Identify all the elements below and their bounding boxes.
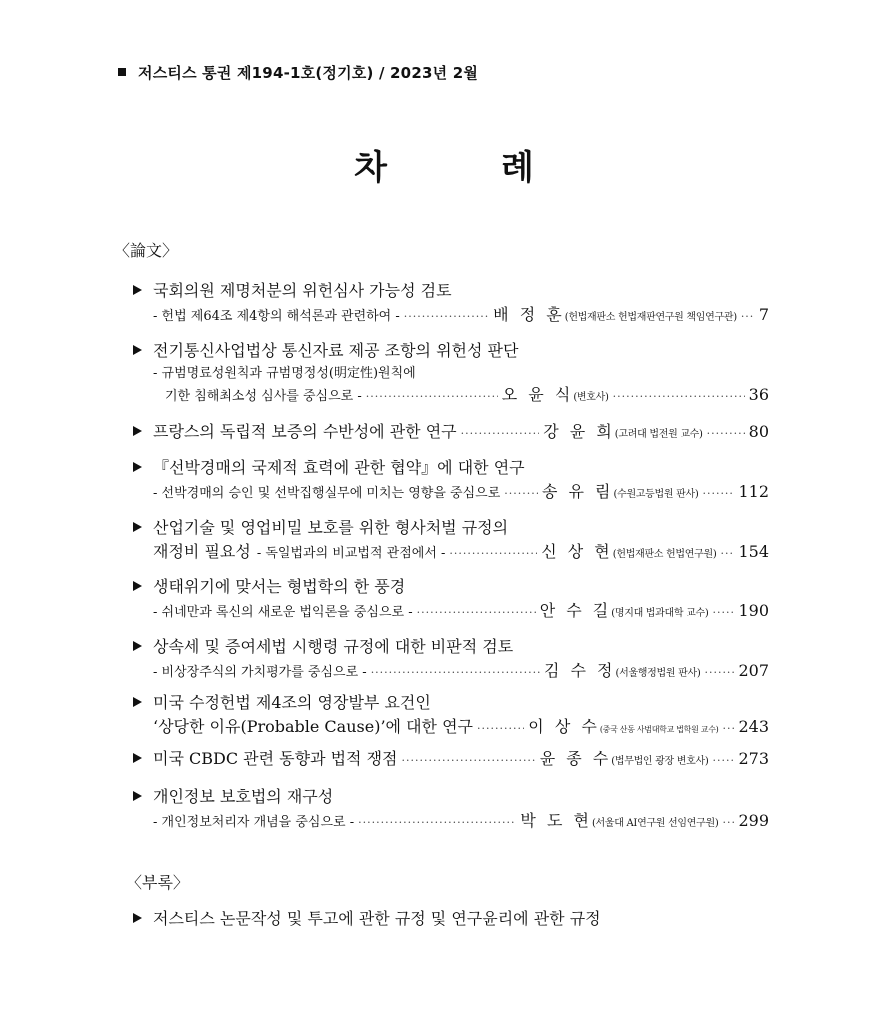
entry-page: 207 [738, 661, 769, 680]
entry-affiliation: (헌법재판소 헌법재판연구원 책임연구관) [564, 312, 737, 323]
entry-title: 생태위기에 맞서는 형법학의 한 풍경 [153, 577, 406, 596]
entry-title: 상속세 및 증여세법 시행령 규정에 대한 비판적 검토 [153, 637, 514, 656]
entry-author: 윤 종 수 [539, 749, 612, 768]
leader-dots [707, 427, 745, 440]
toc-entry[interactable] [133, 278, 769, 326]
entry-author: 오 윤 식 [501, 385, 574, 404]
entry-page: 7 [758, 305, 769, 324]
entry-title: 미국 수정헌법 제4조의 영장발부 요건인 [153, 693, 431, 712]
triangle-bullet-icon [133, 697, 142, 707]
leader-dots [704, 666, 734, 679]
journal-header [118, 62, 478, 83]
leader-dots [722, 722, 734, 735]
leader-dots [741, 310, 755, 323]
entry-author: 안 수 길 [539, 601, 612, 620]
triangle-bullet-icon [133, 462, 142, 472]
leader-dots [371, 666, 540, 679]
entry-title: 프랑스의 독립적 보증의 수반성에 관한 연구 [153, 422, 457, 441]
triangle-bullet-icon [133, 791, 142, 801]
leader-dots [477, 722, 524, 735]
entry-title: 전기통신사업법상 통신자료 제공 조항의 위헌성 판단 [153, 341, 519, 360]
leader-dots [366, 390, 498, 403]
entry-page: 273 [738, 749, 769, 768]
triangle-bullet-icon [133, 753, 142, 763]
toc-entry[interactable] [133, 338, 769, 406]
entry-affiliation: (중국 산동 사범대학교 법학원 교수) [599, 725, 719, 734]
leader-dots [720, 547, 734, 560]
leader-dots [404, 310, 489, 323]
leader-dots [722, 816, 734, 829]
appendix-title: 저스티스 논문작성 및 투고에 관한 규정 및 연구윤리에 관한 규정 [153, 909, 601, 928]
entry-title: 국회의원 제명처분의 위헌심사 가능성 검토 [153, 281, 452, 300]
entry-title: 『선박경매의 국제적 효력에 관한 협약』에 대한 연구 [153, 458, 525, 477]
toc-entry[interactable] [133, 574, 769, 622]
triangle-bullet-icon [133, 913, 142, 923]
toc-entry[interactable] [133, 419, 769, 443]
section-appendix: 〈부록〉 [126, 873, 189, 892]
toc-entry[interactable] [133, 455, 769, 503]
entry-title: 산업기술 및 영업비밀 보호를 위한 형사처벌 규정의 [153, 518, 509, 537]
triangle-bullet-icon [133, 641, 142, 651]
leader-dots [417, 606, 536, 619]
entry-affiliation: (헌법재판소 헌법연구원) [612, 549, 717, 560]
leader-dots [358, 816, 516, 829]
entry-page: 154 [738, 542, 769, 561]
entry-author: 강 윤 희 [543, 422, 615, 441]
entry-title-continued: ‘상당한 이유(Probable Cause)’에 대한 연구 [153, 717, 473, 736]
entry-author: 신 상 현 [541, 542, 613, 561]
toc-entry[interactable] [133, 515, 769, 563]
entry-title: 미국 CBDC 관련 동향과 법적 쟁점 [153, 749, 398, 768]
entry-subtitle: - 선박경매의 승인 및 선박집행실무에 미치는 영향을 중심으로 [153, 486, 501, 501]
entry-title-continued: 재정비 필요성 [153, 542, 251, 561]
entry-author: 이 상 수 [528, 717, 600, 736]
entry-affiliation: (변호사) [573, 392, 609, 403]
entry-subtitle: - 규범명료성원칙과 규범명정성(明定性)원칙에 [153, 366, 416, 381]
entry-subtitle: - 헌법 제64조 제4항의 해석론과 관련하여 - [153, 309, 400, 324]
toc-entry[interactable] [133, 690, 769, 738]
entry-page: 36 [748, 385, 769, 404]
triangle-bullet-icon [133, 345, 142, 355]
square-bullet-icon [118, 68, 126, 76]
leader-dots [461, 427, 540, 440]
entry-subtitle: 기한 침해최소성 심사를 중심으로 - [165, 389, 362, 404]
entry-author: 박 도 현 [520, 811, 592, 830]
entry-title: 개인정보 보호법의 재구성 [153, 787, 334, 806]
journal-header-text: 저스티스 통권 제194-1호(정기호) / 2023년 2월 [138, 64, 479, 82]
entry-affiliation: (명지대 법과대학 교수) [611, 608, 709, 619]
entry-page: 299 [738, 811, 769, 830]
entry-affiliation: (서울행정법원 판사) [615, 668, 701, 679]
leader-dots [712, 606, 734, 619]
leader-dots [613, 390, 745, 403]
entry-page: 190 [738, 601, 769, 620]
triangle-bullet-icon [133, 285, 142, 295]
entry-affiliation: (수원고등법원 판사) [613, 489, 699, 500]
entry-subtitle: - 독일법과의 비교법적 관점에서 - [256, 546, 446, 561]
toc-entry[interactable] [133, 746, 769, 770]
toc-entry[interactable] [133, 784, 769, 832]
appendix-entry[interactable] [133, 906, 769, 930]
triangle-bullet-icon [133, 522, 142, 532]
triangle-bullet-icon [133, 581, 142, 591]
leader-dots [712, 754, 734, 767]
leader-dots [449, 547, 537, 560]
page-title: 차 례 [354, 148, 574, 188]
entry-subtitle: - 쉬네만과 록신의 새로운 법익론을 중심으로 - [153, 605, 413, 620]
section-papers: 〈論文〉 [114, 241, 179, 260]
toc-entry[interactable] [133, 634, 769, 682]
entry-affiliation: (법무법인 광장 변호사) [611, 756, 709, 767]
leader-dots [702, 487, 734, 500]
entry-author: 송 유 림 [541, 482, 614, 501]
entry-affiliation: (고려대 법전원 교수) [614, 429, 703, 440]
entry-page: 112 [738, 482, 769, 501]
entry-author: 배 정 훈 [493, 305, 565, 324]
entry-page: 80 [748, 422, 769, 441]
entry-affiliation: (서울대 AI연구원 선임연구원) [591, 818, 719, 829]
triangle-bullet-icon [133, 426, 142, 436]
leader-dots [504, 487, 538, 500]
entry-author: 김 수 정 [543, 661, 616, 680]
leader-dots [402, 754, 536, 767]
entry-subtitle: - 비상장주식의 가치평가를 중심으로 - [153, 665, 367, 680]
entry-subtitle: - 개인정보처리자 개념을 중심으로 - [153, 815, 355, 830]
entry-page: 243 [738, 717, 769, 736]
